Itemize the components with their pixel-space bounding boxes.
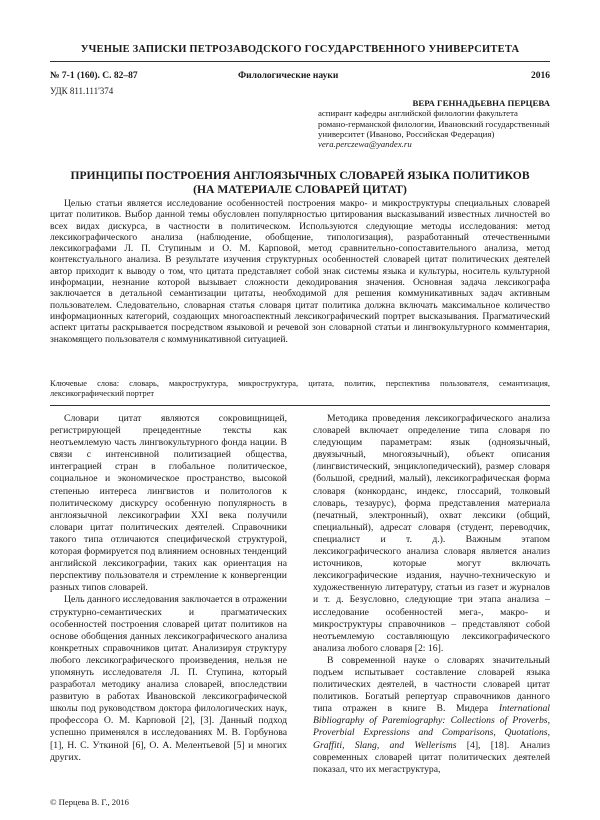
bibliography-title: International Bibliography of Paremiography: Collections of Proverbs, Proverbial Expressions and Comparisons, Quotations, Graffiti, Slang, and Wellerisms (313, 703, 550, 751)
body-text: [4], [18]. Анализ современных словарей цитат политических деятелей показал, что их мегаструктура, (313, 739, 550, 775)
body-paragraph: Методика проведения лексикографического анализа словарей включает определение типа словаря по следующим параметрам: язык (одноязычный, двуязычный, многоязычный), объект описания (лингвистический, энциклопедический), размер словаря (большой, средний, малый), лексикографическая форма словаря (конкорданс, индекс, глоссарий, толковый словарь, тезаурус), форма представления материала (печатный, электронный), охват лексики (общий, специальный), адресат словаря (студент, переводчик, специалист и т. д.). Важным этапом лексикографического анализа словаря является анализ источников, которые могут включать лексикографические издания, научно-техническую и художественную литературу, статьи из газет и журналов и т. д. Безусловно, следующие три этапа анализа – исследование особенностей мега-, макро- и микроструктуры справочников – представляют собой неотъемлемую составляющую лексикографического анализа любого словаря [2: 16]. (313, 413, 550, 654)
issue-number: № 7-1 (160). С. 82–87 (50, 71, 138, 81)
author-email[interactable]: vera.perczewa@yandex.ru (318, 139, 412, 150)
body-text: В современной науке о словарях значительный подъем испытывает составление словарей языка политических деятелей, в частности словарей цитат политиков. Богатый репертуар справочников данного типа отражен в книге В. Мидера (313, 654, 550, 715)
body-paragraph: Цель данного исследования заключается в отражении структурно-семантических и прагматических особенностей построения словарей цитат политиков на основе обобщения данных лексикографического анализа конкретных справочников цитат. Анализируя структуру любого лексикографического произведения, нельзя не упомянуть исследователя Л. П. Ступина, который разработал методику анализа словарей, впоследствии развитую в работах Ивановской лексикографической школы под руководством доктора филологических наук, профессора О. М. Карповой [2], [3]. Данный подход успешно применялся в исследованиях М. В. Горбунова [1], Н. С. Уткиной [6], О. А. Мелентьевой [5] и многих других. (50, 594, 287, 763)
body-paragraph: Словари цитат являются сокровищницей, регистрирующей прецедентные тексты как неотъемлемую часть лингвокультурного фонда нации. В связи с интенсивной политизацией общества, интеграцией стран в глобальное политическое, социальное и экономическое пространство, высокой степенью интереса лингвистов и политологов к политическому дискурсу особенную популярность в англоязычной лексикографии XXI века получили словари цитат политических деятелей. Справочники такого типа отличаются специфической структурой, которая формируется под влиянием основных тенденций английской лексикографии, таких как ориентация на перспективу пользователя и стремление к конвергенции разных типов словарей. (50, 413, 287, 594)
article-title: ПРИНЦИПЫ ПОСТРОЕНИЯ АНГЛОЯЗЫЧНЫХ СЛОВАРЕЙ ЯЗЫКА ПОЛИТИКОВ (НА МАТЕРИАЛЕ СЛОВАРЕЙ ЦИТАТ) (70, 169, 530, 196)
header-rule (50, 61, 550, 62)
body-column-right (313, 413, 550, 776)
author-affiliation: аспирант кафедры английской филологии факультета романо-германской филологии, Ивановский государственный университет (Иваново, Российская Федерация) (318, 108, 550, 139)
author-block (318, 98, 550, 149)
abstract (50, 198, 550, 345)
author-name: ВЕРА ГЕННАДЬЕВНА ПЕРЦЕВА (412, 98, 550, 108)
body-column-left (50, 413, 287, 764)
copyright: © Перцева В. Г., 2016 (50, 797, 129, 807)
section-name: Филологические науки (238, 71, 339, 81)
issue-year: 2016 (531, 71, 550, 81)
udk-code: УДК 811.111'374 (50, 86, 114, 96)
journal-title: УЧЕНЫЕ ЗАПИСКИ ПЕТРОЗАВОДСКОГО ГОСУДАРСТВЕННОГО УНИВЕРСИТЕТА (80, 44, 520, 55)
body-paragraph (313, 655, 550, 776)
abstract-text: Целью статьи является исследование особенностей построения макро- и микроструктуры специальных словарей цитат политиков. Выбор данной темы обусловлен популярностью цитирования высказываний известных личностей во всех видах дискурса, в частности в политическом. Используются следующие методы исследования: метод лексикографического анализа (наблюдение, обобщение, типологизация), разработанный отечественными лексикографами Л. П. Ступиным и О. М. Карповой, метод сравнительно-сопоставительного анализа, метод контекстуального анализа. В результате изучения структурных особенностей словарей цитат политических деятелей автор приходит к выводу о том, что цитата представляет собой знак системы языка и культуры, носитель культурной информации, незнание которой вызывает сложности декодирования значения. Основная задача лексикографа заключается в детальной семантизации цитаты, необходимой для решения коммуникативных задач активным пользователем. Следовательно, словарная статья словаря цитат политика должна включать максимальное количество информационных категорий, создающих многоаспектный лексикографический портрет высказывания. Прагматический аспект цитаты раскрывается посредством языковой и речевой зон словарной статьи и лингвокультурного комментария, знакомящего пользователя с коммуникативной ситуацией. (50, 198, 550, 345)
keywords: Ключевые слова: словарь, макроструктура, микроструктура, цитата, политик, перспектива пользователя, семантизация, лексикографический портрет (50, 379, 550, 398)
section-divider (50, 405, 550, 406)
